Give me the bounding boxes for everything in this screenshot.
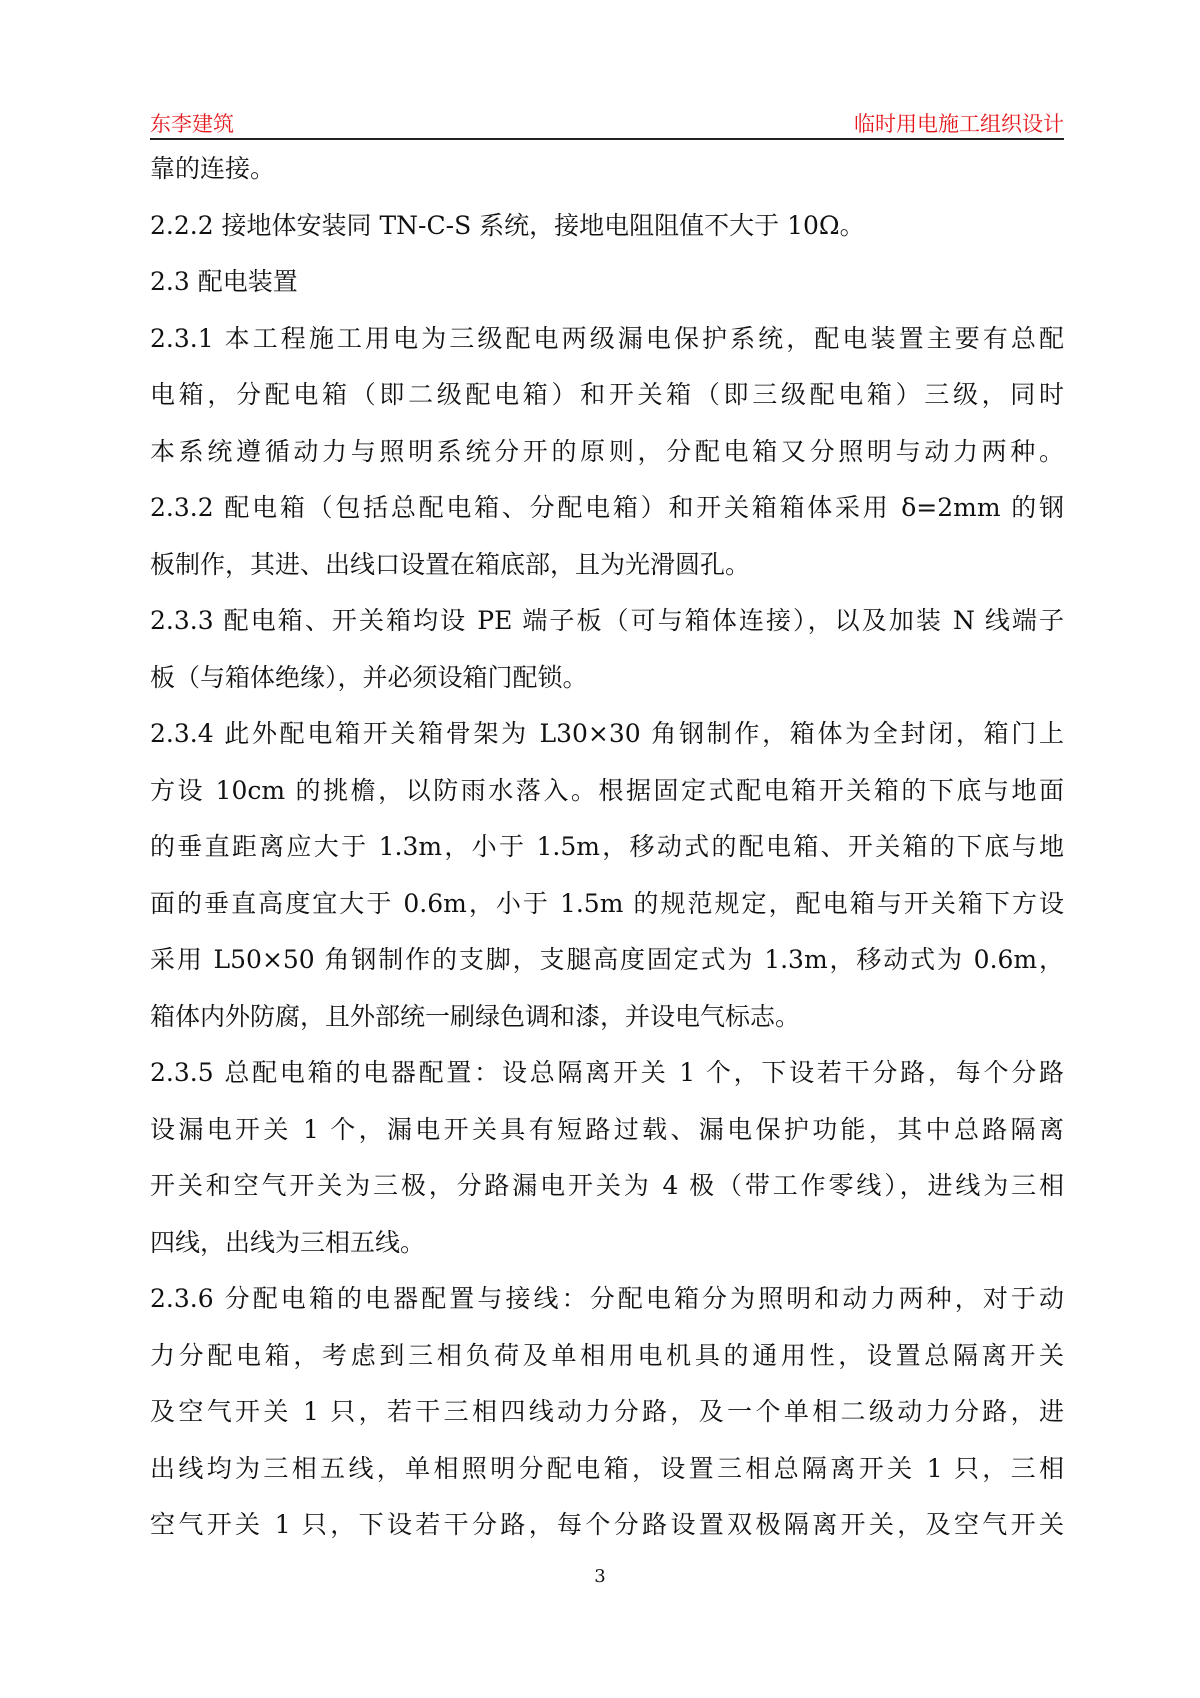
header-doc-title: 临时用电施工组织设计: [854, 112, 1064, 136]
text-line: 空气开关 1 只，下设若干分路，每个分路设置双极隔离开关，及空气开关: [150, 1510, 1064, 1539]
text-line: 的垂直距离应大于 1.3m，小于 1.5m，移动式的配电箱、开关箱的下底与地: [150, 832, 1064, 861]
body-text: [150, 141, 1064, 1554]
text-line: 板制作，其进、出线口设置在箱底部，且为光滑圆孔。: [150, 549, 751, 579]
text-line: 板（与箱体绝缘），并必须设箱门配锁。: [150, 662, 588, 692]
text-line: 靠的连接。: [150, 154, 276, 183]
text-line: 及空气开关 1 只，若干三相四线动力分路，及一个单相二级动力分路，进: [150, 1397, 1064, 1426]
page-number: 3: [594, 1566, 606, 1587]
text-line: 2.3.1 本工程施工用电为三级配电两级漏电保护系统，配电装置主要有总配: [150, 323, 1064, 353]
text-line: 2.3.4 此外配电箱开关箱骨架为 L30×30 角钢制作，箱体为全封闭，箱门上: [150, 719, 1064, 748]
header-company: 东李建筑: [150, 112, 234, 136]
text-line: 2.3 配电装置: [150, 267, 298, 296]
text-line: 2.3.2 配电箱（包括总配电箱、分配电箱）和开关箱箱体采用 δ=2mm 的钢: [150, 493, 1064, 522]
page-header: [150, 108, 1064, 140]
text-line: 设漏电开关 1 个，漏电开关具有短路过载、漏电保护功能，其中总路隔离: [150, 1114, 1064, 1144]
text-line: 本系统遵循动力与照明系统分开的原则，分配电箱又分照明与动力两种。: [150, 436, 1064, 466]
text-line: 2.3.5 总配电箱的电器配置：设总隔离开关 1 个，下设若干分路，每个分路: [150, 1058, 1064, 1087]
text-line: 四线，出线为三相五线。: [150, 1227, 426, 1257]
text-line: 开关和空气开关为三极，分路漏电开关为 4 极（带工作零线），进线为三相: [150, 1171, 1064, 1200]
text-line: 出线均为三相五线，单相照明分配电箱，设置三相总隔离开关 1 只，三相: [150, 1453, 1064, 1483]
text-line: 2.3.6 分配电箱的电器配置与接线：分配电箱分为照明和动力两种，对于动: [150, 1284, 1064, 1313]
text-line: 2.2.2 接地体安装同 TN-C-S 系统，接地电阻阻值不大于 10Ω。: [150, 210, 865, 240]
text-line: 方设 10cm 的挑檐，以防雨水落入。根据固定式配电箱开关箱的下底与地面: [150, 775, 1064, 805]
text-line: 2.3.3 配电箱、开关箱均设 PE 端子板（可与箱体连接），以及加装 N 线端子: [150, 606, 1064, 635]
text-line: 箱体内外防腐，且外部统一刷绿色调和漆，并设电气标志。: [150, 1001, 801, 1031]
text-line: 电箱，分配电箱（即二级配电箱）和开关箱（即三级配电箱）三级，同时: [150, 380, 1064, 409]
text-line: 采用 L50×50 角钢制作的支脚，支腿高度固定式为 1.3m，移动式为 0.6m，: [150, 945, 1064, 974]
text-line: 面的垂直高度宜大于 0.6m，小于 1.5m 的规范规定，配电箱与开关箱下方设: [150, 888, 1064, 918]
text-line: 力分配电箱，考虑到三相负荷及单相用电机具的通用性，设置总隔离开关: [150, 1340, 1064, 1370]
